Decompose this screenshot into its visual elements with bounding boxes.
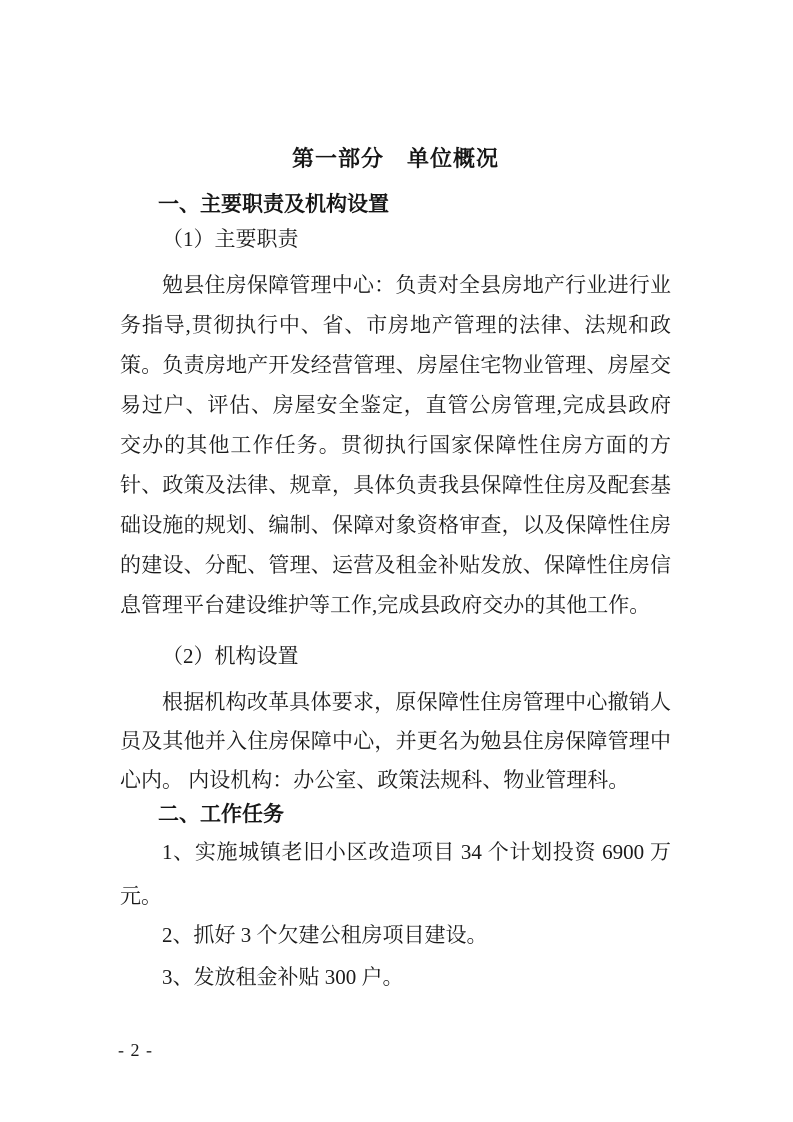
section-heading-duties: 一、主要职责及机构设置 (158, 193, 389, 216)
text-line: 交办的其他工作任务。贯彻执行国家保障性住房方面的方 (120, 433, 671, 457)
page-number: - 2 - (118, 1040, 153, 1060)
text-line: 息管理平台建设维护等工作,完成县政府交办的其他工作。 (120, 593, 651, 617)
section-heading-tasks: 二、工作任务 (158, 803, 284, 826)
text-line: 员及其他并入住房保障中心，并更名为勉县住房保障管理中 (120, 729, 671, 753)
task-item-2 (120, 913, 671, 957)
text-line: 2、抓好 3 个欠建公租房项目建设。 (162, 923, 488, 947)
subheading-organization: （2）机构设置 (162, 644, 299, 668)
task-item-1 (120, 830, 671, 918)
text-line: 元。 (120, 884, 162, 908)
text-line: 础设施的规划、编制、保障对象资格审查，以及保障性住房 (120, 513, 671, 537)
text-line: 心内。 内设机构：办公室、政策法规科、物业管理科。 (120, 768, 630, 792)
paragraph-organization (120, 683, 671, 800)
text-line: 针、政策及法律、规章，具体负责我县保障性住房及配套基 (120, 473, 671, 497)
text-line: 3、发放租金补贴 300 户。 (162, 965, 404, 989)
paragraph-main-duties (120, 265, 671, 625)
text-line: 1、实施城镇老旧小区改造项目 34 个计划投资 6900 万 (162, 840, 671, 864)
document-title: 第一部分 单位概况 (291, 146, 499, 171)
text-line: 易过户、评估、房屋安全鉴定，直管公房管理,完成县政府 (120, 393, 671, 417)
subheading-main-duties: （1）主要职责 (162, 227, 299, 251)
text-line: 策。负责房地产开发经营管理、房屋住宅物业管理、房屋交 (120, 353, 671, 377)
text-line: 根据机构改革具体要求，原保障性住房管理中心撤销人 (162, 690, 671, 714)
text-line: 务指导,贯彻执行中、省、市房地产管理的法律、法规和政 (120, 313, 671, 337)
text-line: 勉县住房保障管理中心：负责对全县房地产行业进行业 (162, 273, 671, 297)
task-item-3 (120, 955, 671, 999)
text-line: 的建设、分配、管理、运营及租金补贴发放、保障性住房信 (120, 553, 671, 577)
